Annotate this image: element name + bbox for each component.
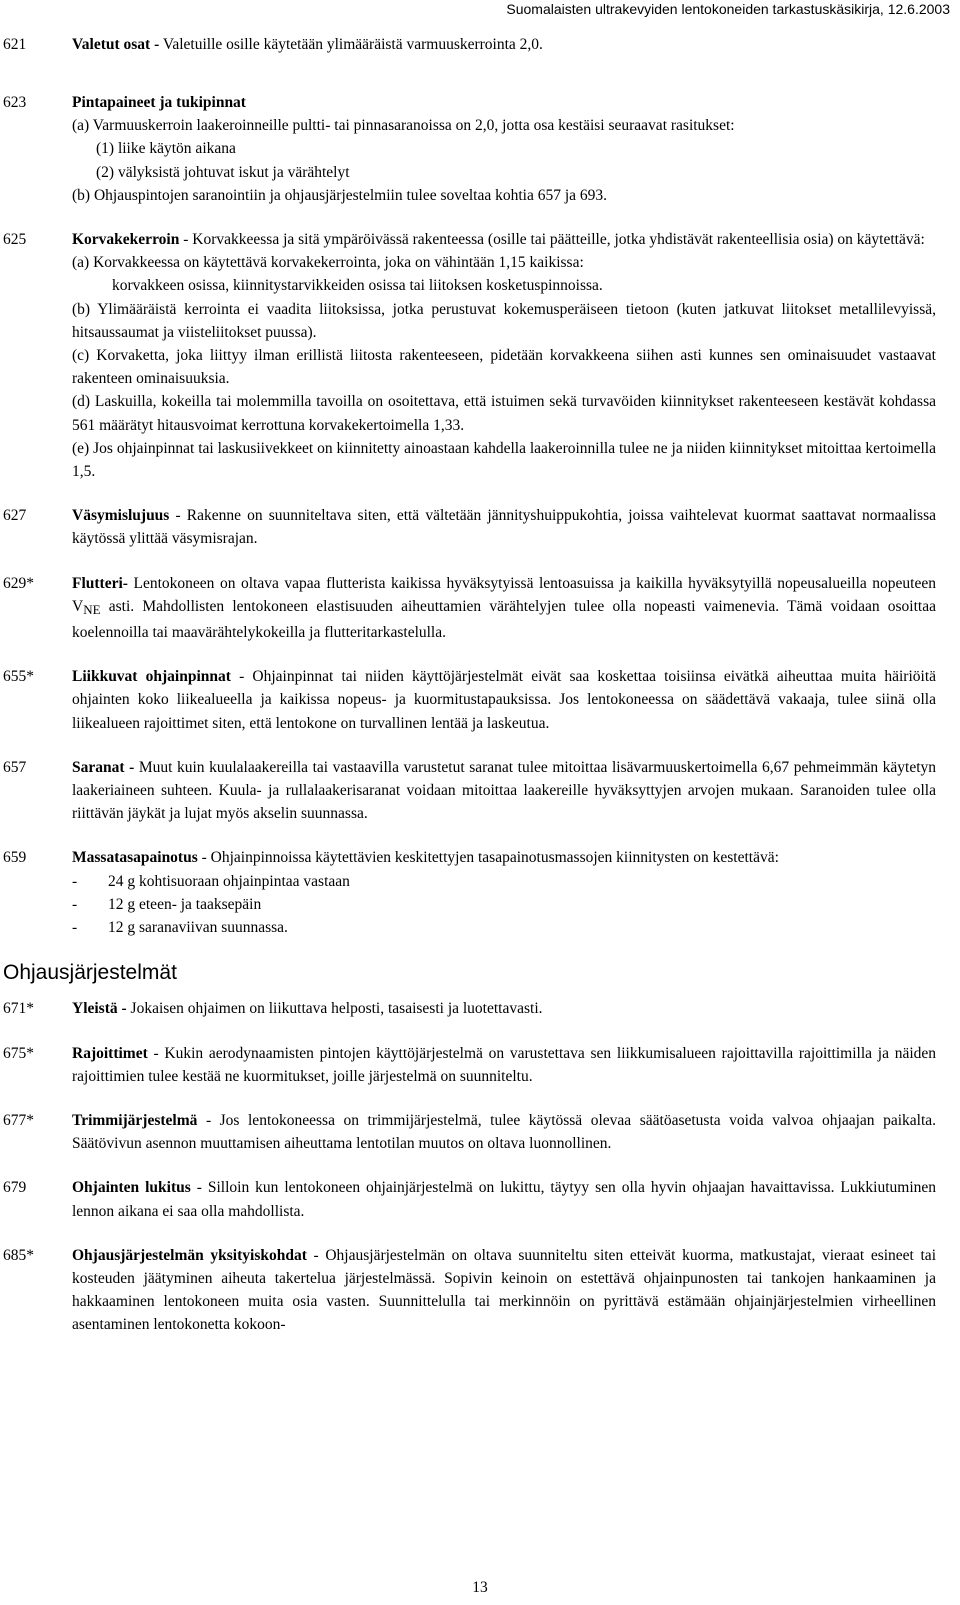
- section-number: 655*: [3, 668, 34, 686]
- section-term: Valetut osat -: [72, 36, 160, 53]
- section-term: Ohjausjärjestelmän yksityiskohdat: [72, 1246, 307, 1264]
- section-text-2: asti. Mahdollisten lentokoneen elastisuuden aiheuttamien värähtelyjen tulee olla nopeasti vaimenevia. Tämä voidaan osoittaa koelennoilla tai maavärähtelykokeilla ja flutteritarkastelulla.: [72, 597, 936, 642]
- list-item: - 24 g kohtisuoraan ohjainpintaa vastaan: [72, 872, 350, 890]
- page-header: Suomalaisten ultrakevyiden lentokoneiden tarkastuskäsikirja, 12.6.2003: [506, 1, 950, 17]
- list-item: - 12 g saranaviivan suunnassa.: [72, 919, 288, 937]
- section-number: 627: [3, 507, 27, 525]
- section-675: [0, 1042, 960, 1088]
- section-621: [0, 33, 960, 56]
- page-number: 13: [472, 1579, 488, 1596]
- subitem-a: (a) Varmuuskerroin laakeroinneille pultti- tai pinnasaranoissa on 2,0, jotta osa kestäisi seuraavat rasitukset:: [72, 117, 735, 135]
- section-655: [0, 665, 960, 735]
- section-heading: Ohjausjärjestelmät: [3, 961, 177, 985]
- section-659: [0, 846, 960, 939]
- list-item: - 12 g eteen- ja taaksepäin: [72, 895, 262, 913]
- subitem-b: (b) Ohjauspintojen saranointiin ja ohjausjärjestelmiin tulee soveltaa kohtia 657 ja 693.: [72, 186, 608, 204]
- section-term: Pintapaineet ja tukipinnat: [72, 94, 246, 111]
- section-627: [0, 504, 960, 550]
- section-term: Trimmijärjestelmä: [72, 1111, 198, 1129]
- subitem-d: (d) Laskuilla, kokeilla tai molemmilla tavoilla on osoitettava, että istuimen sekä turvavöiden kiinnitykset rakenteeseen kestävät kohdassa 561 määrätyt hitausvoimat kerrottuna korvakekertoimella 1,33.: [72, 393, 936, 434]
- subitem-a: (a) Korvakkeessa on käytettävä korvakekerrointa, joka on vähintään 1,15 kaikissa:: [72, 254, 584, 272]
- section-text: Valetuille osille käytetään ylimääräistä varmuuskerrointa 2,0.: [162, 36, 543, 53]
- section-657: [0, 756, 960, 826]
- section-text: Jokaisen ohjaimen on liikuttava helposti, tasaisesti ja luotettavasti.: [130, 1000, 543, 1018]
- section-number: 659: [3, 849, 27, 867]
- section-671: [0, 997, 960, 1020]
- section-number: 623: [3, 94, 27, 111]
- section-term: Ohjainten lukitus: [72, 1179, 191, 1197]
- subitem-b: (b) Ylimääräistä kerrointa ei vaadita liitoksissa, jotka perustuvat kokemusperäiseen tietoon (kuten jatkuvat liitokset metallilevyissä, hitsaussaumat ja viisteliitokset puussa).: [72, 300, 936, 341]
- section-term: Yleistä -: [72, 1000, 127, 1018]
- section-term: Saranat -: [72, 758, 135, 776]
- section-term: Väsymislujuus: [72, 507, 170, 525]
- section-number: 657: [3, 758, 27, 776]
- section-text: - Korvakkeessa ja sitä ympäröivässä rakenteessa (osille tai päätteille, jotka yhdistävät rakenteellisia osia) on käytettävä:: [183, 231, 925, 249]
- section-number: 671*: [3, 1000, 34, 1018]
- subscript-ne: NE: [83, 601, 101, 617]
- subitem-a1: (1) liike käytön aikana: [96, 140, 236, 158]
- section-text: - Jos lentokoneessa on trimmijärjestelmä, tulee käytössä olevaa säätöasetusta voida valvoa ohjaajan paikalta. Säätövivun asennon muuttamisen aiheuttama lentotilan muutos on oltava luonnollinen.: [72, 1111, 937, 1153]
- section-number: 625: [3, 231, 27, 249]
- section-number: 679: [3, 1179, 27, 1197]
- section-number: 677*: [3, 1111, 34, 1129]
- section-629: [0, 572, 960, 645]
- section-625: [0, 228, 960, 483]
- section-text: - Ohjainpinnoissa käytettävien keskitettyjen tasapainotusmassojen kiinnitysten on kestettävä:: [201, 849, 779, 867]
- section-text: - Kukin aerodynaamisten pintojen käyttöjärjestelmä on varustettava sen liikkumisalueen rajoittavilla rajoittimilla ja näiden rajoittimien tulee kestää ne kuormitukset, joille järjestelmä on suunniteltu.: [72, 1044, 937, 1085]
- section-text: - Rakenne on suunniteltava siten, että vältetään jännityshuippukohtia, joissa vaihtelevat kuormat saattavat normaalissa käytössä ylittää väsymisrajan.: [72, 507, 936, 548]
- section-text: - Ohjainpinnat tai niiden käyttöjärjestelmät eivät saa koskettaa toisiinsa eivätkä aiheuttaa muita häiriöitä ohjainten koko liikealueella ja kaikissa nopeus- ja kuormitustapauksissa. Jos lentokoneessa on säädettävä vakaaja, tulee siinä olla liikealueen rajoittimet siten, että lentokone on turvallinen lentää ja laskeutua.: [72, 668, 937, 732]
- section-term: Rajoittimet: [72, 1044, 148, 1062]
- section-685: [0, 1244, 960, 1337]
- section-679: [0, 1176, 960, 1222]
- section-number: 621: [3, 36, 27, 53]
- section-text: Muut kuin kuulalaakereilla tai vastaavilla varustetut saranat tulee mitoittaa lisävarmuuskertoimella 6,67 pehmeimmän käytetyn laakeriaineen suhteen. Kuula- ja rullalaakerisaranat voidaan mitoittaa laakereille hyväksyttyjen arvojen mukaan. Saranoiden tulee olla riittävän jäykät ja lujat myös akselin suunnassa.: [72, 758, 937, 823]
- section-term: Liikkuvat ohjainpinnat: [72, 668, 231, 686]
- section-677: [0, 1109, 960, 1155]
- section-number: 629*: [3, 574, 34, 592]
- section-text-1: Lentokoneen on oltava vapaa flutterista kaikissa hyväksytyissä lentoasuissa ja kaikilla hyväksytyillä nopeusalueilla nopeuteen V: [72, 574, 936, 615]
- section-term: Korvakekerroin: [72, 231, 180, 249]
- section-text: - Ohjausjärjestelmän on oltava suunniteltu siten etteivät kuorma, matkustajat, vieraat esineet tai kosteuden jäätyminen aiheuta takertelua järjestelmässä. Sopivin keinoin on estettävä ohjainpunosten tai tankojen hankaaminen ja hakkaaminen lentokoneen muita osia vasten. Suunnittelulla tai merkinnöin on pyrittävä estämään ohjainjärjestelmien virheellinen asentaminen lentokonetta kokoon-: [72, 1246, 936, 1334]
- subitem-c: (c) Korvaketta, joka liittyy ilman erillistä liitosta rakenteeseen, pidetään korvakkeena siihen asti kunnes sen ominaisuudet vastaavat rakenteen ominaisuuksia.: [72, 347, 936, 388]
- document-body: [0, 33, 960, 1337]
- subitem-e: (e) Jos ohjainpinnat tai laskusiivekkeet on kiinnitetty ainoastaan kahdella laakeroinnilla tulee ne ja niiden kiinnitykset mitoittaa kertoimella 1,5.: [72, 439, 936, 481]
- section-number: 685*: [3, 1246, 34, 1264]
- section-term: Massatasapainotus: [72, 849, 198, 867]
- subitem-a-cont: korvakkeen osissa, kiinnitystarvikkeiden osissa tai liitoksen kosketuspinnoissa.: [112, 277, 603, 295]
- section-number: 675*: [3, 1044, 34, 1062]
- section-text: - Silloin kun lentokoneen ohjainjärjestelmä on lukittu, täytyy sen olla hyvin ohjaajan havaittavissa. Lukkiutuminen lennon aikana ei saa olla mahdollista.: [72, 1179, 937, 1220]
- section-623: [0, 91, 960, 207]
- subitem-a2: (2) välyksistä johtuvat iskut ja värähtelyt: [96, 163, 350, 181]
- section-term: Flutteri-: [72, 574, 128, 592]
